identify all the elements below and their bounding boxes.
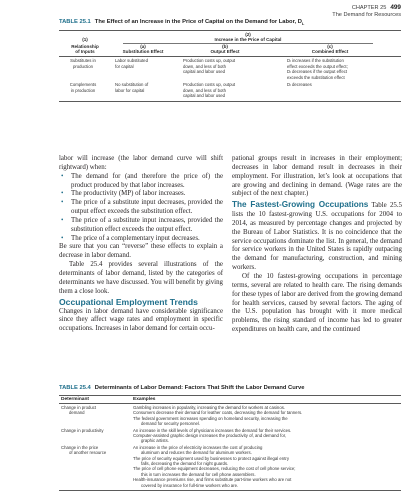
cell: Labor substituted (115, 58, 148, 64)
col1-title: Substitution Effect (122, 49, 164, 55)
table-rule-bottom (59, 101, 401, 102)
cell: production (72, 63, 94, 69)
cell: in production (70, 87, 96, 93)
cell: this in turn increases the demand for cell phone assemblers. (141, 471, 256, 477)
cell: The federal government increases spending on homeland security, increasing the (133, 415, 288, 421)
cell: Change in productivity (61, 427, 104, 433)
cell: Complements (69, 82, 97, 87)
cell: Dₗ decreases (287, 82, 312, 87)
col0-title-1: Relationship (71, 43, 99, 49)
cell: Change in the price (61, 444, 99, 450)
cell: demand (69, 410, 85, 416)
table-row (59, 57, 401, 81)
col0-number: (1) (82, 37, 88, 42)
table-column-header (59, 396, 401, 403)
cell: No substitution of (115, 82, 149, 87)
cell: down, and less of both (183, 87, 226, 93)
group-header (111, 32, 385, 44)
table-25-4 (59, 395, 401, 491)
col-examples: Examples (133, 397, 156, 402)
bullet-item: • The demand for (and therefore the price of) the product produced by that labor increases. (59, 173, 223, 191)
left-column (59, 155, 223, 334)
col2-number: (b) (222, 43, 228, 49)
cell: effect exceeds the output effect; (287, 63, 348, 69)
reverse-paragraph: Be sure that you can “reverse” these effects to explain a decrease in labor demand. (59, 243, 223, 260)
cell: covered by insurance for full-time workers who are. (141, 482, 239, 488)
running-header (332, 4, 401, 19)
cell: for capital (115, 63, 134, 69)
col3-number: (c) (327, 43, 333, 49)
cell: Health-insurance premiums rise, and firms substitute part-time workers who are not (133, 477, 292, 483)
col3-title: Combined Effect (311, 49, 349, 55)
col-determinant: Determinant (61, 397, 89, 402)
section-heading: Occupational Employment Trends (59, 296, 198, 307)
cell: labor for capital (115, 87, 145, 93)
cell: Consumers decrease their demand for leather coats, decreasing the demand for tanners. (133, 410, 303, 416)
bullet-item: • The productivity (MP) of labor increases. (59, 190, 223, 199)
bullet-item: • The price of a substitute input increases, provided the substitution effect exceeds the output effect. (59, 217, 223, 235)
table-title: The Effect of an Increase in the Price of Capital on the Demand for Labor, $D_L$ (94, 19, 305, 27)
cell: graphic artists. (141, 438, 169, 444)
cell: Dₗ increases if the substitution (287, 58, 344, 64)
cell: capital and labor used (183, 93, 226, 99)
fastest-growing-paragraph (232, 201, 402, 273)
intro-paragraph: labor will increase (the labor demand curve will shift rightward) when: (59, 155, 223, 171)
cell: The price of cell phone equipment decreases, reducing the cost of cell phone service; (133, 466, 296, 472)
group-number: (2) (245, 32, 251, 37)
cell: Computer-assisted graphic design increases the productivity of, and demand for, (133, 433, 287, 439)
table-row (59, 427, 401, 444)
table-column-header (59, 44, 401, 55)
cell: The price of security equipment used by businesses to protect against illegal entry (133, 455, 289, 461)
table-title: Determinants of Labor Demand: Factors That Shift the Labor Demand Curve (94, 385, 305, 391)
fastest-growing-text: Table 25.5 lists the 10 fastest-growing U.S. occupations for 2004 to 2014, as measured by percentage changes and projected by the Bureau of Labor Statistics. It is no coincidence that the service occupations dominate the list. In general, the demand for service workers in the United States is rapidly outpacing the demand for manufacturing, construction, and mining workers. (232, 202, 402, 272)
cell: aluminum and reduces the demand for aluminum workers. (141, 450, 252, 456)
cell: Substitutes in (70, 58, 96, 64)
continued-paragraph: pational groups result in increases in their employment; decreases in labor demand result in decreases in their employment. For illustration, let’s look at occupations that are growing and declining in demand. (Wage rates are the subject of the next chapter.) (232, 155, 402, 198)
cell: of another resource (69, 450, 107, 456)
table-group-header (59, 31, 401, 44)
cell: down, and less of both (183, 63, 226, 69)
bullet-item: • The price of a substitute input decreases, provided the output effect exceeds the substitution effect. (59, 199, 223, 217)
health-paragraph: Of the 10 fastest-growing occupations in percentage terms, several are related to health care. The rising demands for these types of labor are derived from the growing demand for health services, caused by several factors. The aging of the U.S. population has brought with it more medical problems, the rising standard of income has led to greater expenditures on health care, and the continued (232, 272, 402, 334)
table-25-1 (59, 30, 401, 102)
group-title: Increase in the Price of Capital (123, 37, 373, 43)
table-label: TABLE 25.1 (59, 19, 91, 25)
col1-number: (a) (140, 43, 146, 49)
table-label: TABLE 25.4 (59, 385, 91, 391)
cell: Gambling increases in popularity, increasing the demand for workers at casinos. (133, 405, 286, 410)
subsection-heading: The Fastest-Growing Occupations (232, 200, 369, 210)
cell: Production costs up, output (183, 82, 236, 87)
chapter-label: CHAPTER 25 (351, 5, 387, 11)
cell: Dₗ decreases if the output effect (287, 69, 348, 75)
trends-paragraph: Changes in labor demand have considerable significance since they affect wage rates and employment in specific occupations. Increases in labor demand for certain occu- (59, 307, 223, 333)
page-number: 499 (390, 4, 401, 11)
right-column (232, 155, 402, 335)
table-row (59, 81, 401, 101)
table-25-1-caption (59, 19, 304, 26)
bullet-item: • The price of a complementary input decreases. (59, 235, 223, 244)
cell: demand for security personnel. (141, 421, 200, 427)
cell: An increase in the skill levels of physicians increases the demand for their services. (133, 427, 292, 433)
col2-title: Output Effect (210, 49, 240, 55)
cell: capital and labor used (183, 69, 226, 75)
cell: An increase in the price of electricity increases the cost of producing (133, 444, 263, 450)
table-row (59, 404, 401, 427)
table-reference-paragraph: Table 25.4 provides several illustrations of the determinants of labor demand, listed by the categories of determinants we have discussed. You will benefit by giving them a close look. (59, 261, 223, 295)
table-25-4-caption (59, 385, 304, 391)
cell: Production costs up, output (183, 58, 236, 64)
table-row (59, 444, 401, 488)
cell: Change in product (61, 405, 97, 410)
col0-title-2: of Inputs (75, 49, 95, 55)
cell: falls, decreasing the demand for night guards. (141, 461, 229, 467)
cell: exceeds the substitution effect (287, 74, 345, 80)
running-subtitle: The Demand for Resources (332, 12, 401, 18)
